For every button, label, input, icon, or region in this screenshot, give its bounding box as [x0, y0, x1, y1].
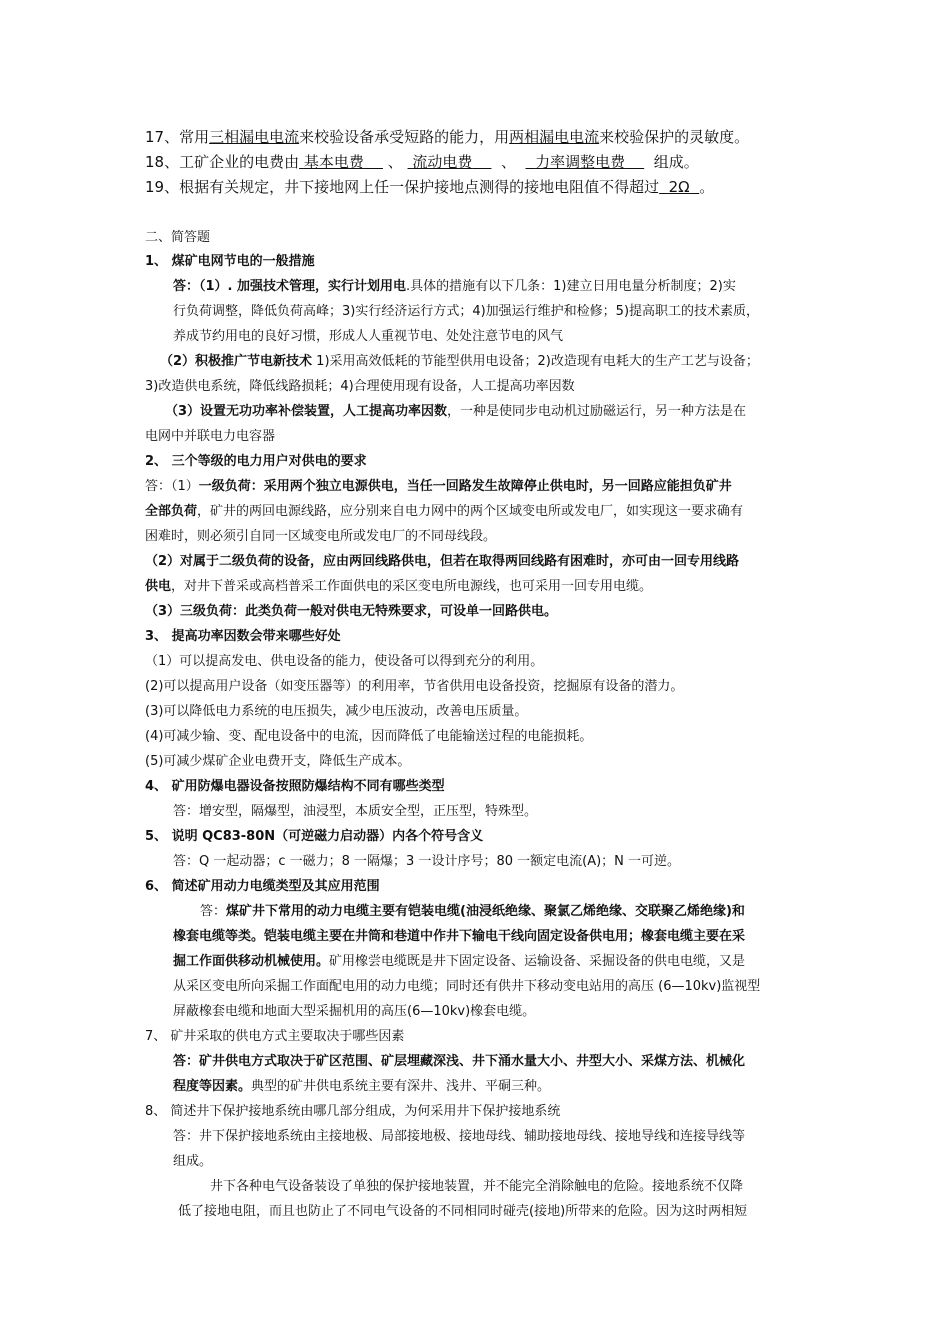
q1-p1-line1: 答：（1）. 加强技术管理，实行计划用电.具体的措施有以下几条：1)建立日用电量分析制度；2)实 — [173, 279, 736, 294]
q6-title: 6、 简述矿用动力电缆类型及其应用范围 — [145, 879, 380, 894]
q1-p3-line2: 电网中并联电力电容器 — [145, 429, 276, 444]
q3-item: (3)可以降低电力系统的电压损失，减少电压波动，改善电压质量。 — [145, 704, 528, 719]
q17-blank-2: 两相漏电电流 — [509, 128, 600, 146]
q3-item: （1）可以提高发电、供电设备的能力，使设备可以得到充分的利用。 — [145, 654, 544, 669]
question-17 — [145, 127, 749, 147]
q8-title: 8、 简述井下保护接地系统由哪几部分组成，为何采用井下保护接地系统 — [145, 1104, 561, 1119]
q8-line4: 低了接地电阻，而且也防止了不同电气设备的不同相同时碰壳(接地)所带来的危险。因为这时两相短 — [178, 1204, 748, 1219]
q5-answer: 答：Q 一起动器；c 一磁力；8 一隔爆；3 一设计序号；80 一额定电流(A)；N 一可逆。 — [173, 854, 681, 869]
q2-b-line2: 供电，对井下普采或高档普采工作面供电的采区变电所电源线，也可采用一回专用电缆。 — [145, 579, 653, 594]
q1-p2-line1: （2）积极推广节电新技术 1)采用高效低耗的节能型供用电设备；2)改造现有电耗大的生产工艺与设备； — [160, 354, 759, 369]
question-19 — [145, 177, 714, 197]
q6-line5: 屏蔽橡套电缆和地面大型采掘机用的高压(6—10kv)橡套电缆。 — [173, 1004, 536, 1019]
q1-title: 1、 煤矿电网节电的一般措施 — [145, 254, 315, 269]
q17-text-e: 来校验保护的灵敏度。 — [599, 128, 750, 146]
q19-blank: 2Ω — [668, 178, 690, 196]
q4-title: 4、 矿用防爆电器设备按照防爆结构不同有哪些类型 — [145, 779, 445, 794]
q18-sep-1: 、 — [387, 153, 403, 171]
q2-a-line2: 全部负荷，矿井的两回电源线路，应分别来自电力网中的两个区域变电所或发电厂，如实现这一要求确有 — [145, 504, 744, 519]
q8-line2: 组成。 — [173, 1154, 213, 1169]
q2-b-line1: （2）对属于二级负荷的设备，应由两回线路供电，但若在取得两回线路有困难时，亦可由一回专用线路 — [145, 554, 740, 569]
question-18 — [145, 152, 699, 172]
q7-title: 7、 矿井采取的供电方式主要取决于哪些因素 — [145, 1029, 405, 1044]
q3-item: (5)可减少煤矿企业电费开支，降低生产成本。 — [145, 754, 411, 769]
q18-text-a: 18、工矿企业的电费由 — [145, 153, 300, 171]
q1-p1-line3: 养成节约用电的良好习惯，形成人人重视节电、处处注意节电的风气 — [173, 329, 564, 344]
q6-line3: 掘工作面供移动机械使用。矿用橡尝电缆既是井下固定设备、运输设备、采掘设备的供电电缆，又是 — [173, 954, 746, 969]
q2-a-line3: 困难时，则必须引自同一区域变电所或发电厂的不同母线段。 — [145, 529, 497, 544]
q18-blank-1: 基本电费 — [303, 153, 364, 171]
q17-text-c: 来校验设备承受短路的能力，用 — [299, 128, 510, 146]
q1-p2-line2: 3)改造供电系统，降低线路损耗；4)合理使用现有设备，人工提高功率因数 — [145, 379, 575, 394]
q8-line1: 答：井下保护接地系统由主接地极、局部接地极、接地母线、辅助接地母线、接地导线和连接导线等 — [173, 1129, 746, 1144]
q3-title: 3、 提高功率因数会带来哪些好处 — [145, 629, 341, 644]
q18-sep-2: 、 — [500, 153, 516, 171]
q18-text-g: 组成。 — [653, 153, 699, 171]
q7-line2: 程度等因素。典型的矿井供电系统主要有深井、浅井、平硐三种。 — [173, 1079, 551, 1094]
section-title: 二、简答题 — [145, 230, 211, 245]
q6-line4: 从采区变电所向采掘工作面配电用的动力电缆；同时还有供井下移动变电站用的高压 (6—10kv)监视型 — [173, 979, 761, 994]
q4-answer: 答：增安型，隔爆型，油浸型，本质安全型，正压型，特殊型。 — [173, 804, 538, 819]
q17-blank-1: 三相漏电电流 — [209, 128, 300, 146]
q3-item: (2)可以提高用户设备（如变压器等）的利用率，节省供用电设备投资，挖掘原有设备的潜力。 — [145, 679, 684, 694]
q2-c-line1: （3）三级负荷：此类负荷一般对供电无特殊要求，可设单一回路供电。 — [145, 604, 558, 619]
q1-p3-line1: （3）设置无功功率补偿装置，人工提高功率因数，一种是使同步电动机过励磁运行，另一种方法是在 — [165, 404, 747, 419]
q6-line2: 橡套电缆等类。铠装电缆主要在井筒和巷道中作井下输电干线向固定设备供电用；橡套电缆主要在采 — [173, 929, 746, 944]
q2-a-line1: 答：（1）一级负荷：采用两个独立电源供电，当任一回路发生故障停止供电时，另一回路应能担负矿井 — [145, 479, 732, 494]
q3-item: (4)可减少输、变、配电设备中的电流，因而降低了电能输送过程的电能损耗。 — [145, 729, 593, 744]
q18-blank-2: 流动电费 — [412, 153, 473, 171]
q1-p1-line2: 行负荷调整，降低负荷高峰；3)实行经济运行方式；4)加强运行维护和检修；5)提高职工的技术素质， — [173, 304, 760, 319]
q8-line3: 井下各种电气设备装设了单独的保护接地装置，并不能完全消除触电的危险。接地系统不仅降 — [210, 1179, 744, 1194]
q7-line1: 答：矿井供电方式取决于矿区范围、矿层埋藏深浅、井下涌水量大小、井型大小、采煤方法、机械化 — [173, 1054, 746, 1069]
q2-title: 2、 三个等级的电力用户对供电的要求 — [145, 454, 367, 469]
q19-text-c: 。 — [699, 178, 715, 196]
q19-text-a: 19、根据有关规定，井下接地网上任一保护接地点测得的接地电阻值不得超过 — [145, 178, 660, 196]
q6-line1: 答：煤矿井下常用的动力电缆主要有铠装电缆(油浸纸绝缘、聚氯乙烯绝缘、交联聚乙烯绝缘)和 — [200, 904, 745, 919]
q17-text-a: 17、常用 — [145, 128, 210, 146]
q5-title: 5、 说明 QC83-80N（可逆磁力启动器）内各个符号含义 — [145, 829, 484, 844]
q18-blank-3: 力率调整电费 — [535, 153, 626, 171]
